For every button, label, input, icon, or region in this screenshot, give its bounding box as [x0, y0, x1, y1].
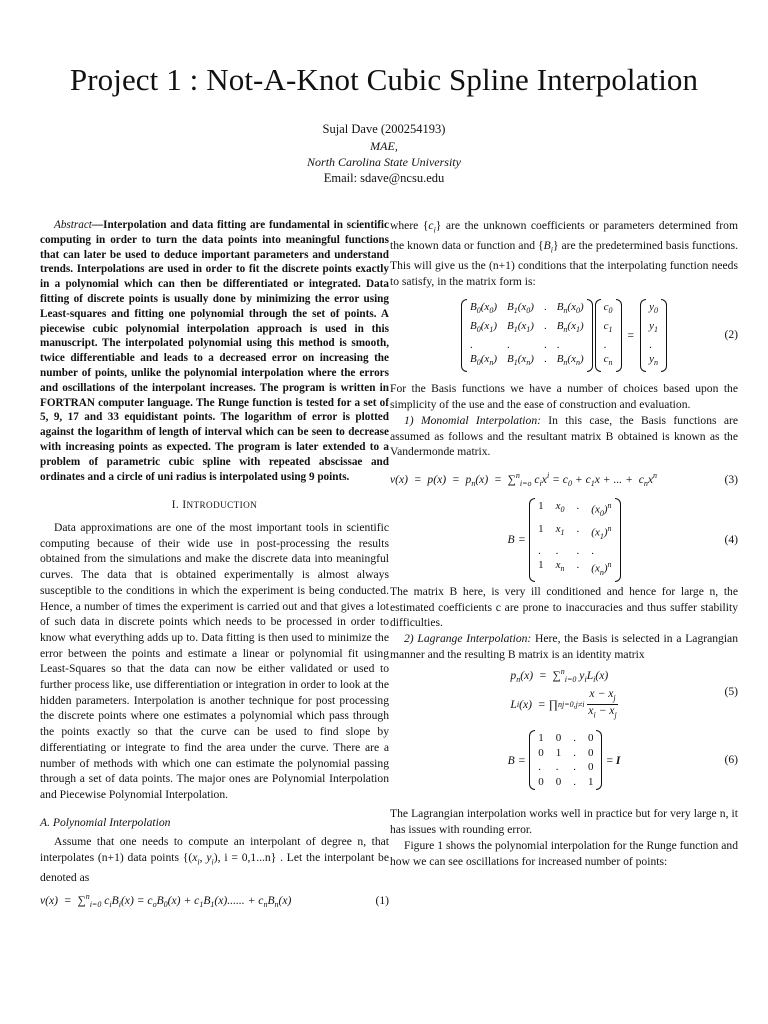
left-column — [40, 218, 389, 910]
equation-2-number: (2) — [724, 328, 738, 342]
author-name: Sujal Dave (200254193) — [322, 122, 446, 136]
section-heading-introduction: I. INTRODUCTION — [171, 499, 258, 512]
equation-3: $v(x) = p(x) = p_n(x) = \sum^n_{i=o}$ $c_ix^i = c_0 + c_1x$ + ... + $c_nx^n$ (3) — [390, 471, 738, 489]
equation-4: B = 1 $x_0$ . $(x_0)^n$ 1 $x_1$ . $(x_1)^n$ . . . . 1 $x_n$ . $(x_n)^n$ (4) — [390, 504, 738, 576]
equation-1: v(x) = ∑$^n_{i=0}$ $c_iB_i(x) = c_oB_0(x) + c_1B_1(x)$...... + $c_nB_n(x)$ (1) — [40, 891, 389, 910]
ill-conditioned-paragraph: The matrix B here, is very ill conditioned and hence for large n, the estimated coefficients c are prone to inaccuracies and thus suffer stability difficulties. — [390, 584, 738, 630]
equation-2: $B_0(x_0)$ $B_1(x_0)$ . $B_n(x_0)$ $B_0(x_1)$ $B_1(x_1)$ . $B_n(x_1)$ . . . . $B_0(x_n)$ $B_1(x_n)$ . $B_n(x_n)$ $c_0$ $c_1$ . $c_n$ = $y_0$ $y_1$ . $y_n$ (2) — [390, 295, 738, 375]
vandermonde-matrix: 1 $x_0$ . $(x_0)^n$ 1 $x_1$ . $(x_1)^n$ . . . . 1 $x_n$ . $(x_n)^n$ — [529, 498, 620, 582]
author-department: MAE, — [370, 139, 398, 153]
monomial-paragraph: 1) Monomial Interpolation: In this case, the Basis functions are assumed as follows and the resultant matrix B obtained is known as the Vandermonde matrix. — [390, 413, 738, 459]
author-email: Email: sdave@ncsu.edu — [323, 171, 445, 185]
basis-matrix: $B_0(x_0)$ $B_1(x_0)$ . $B_n(x_0)$ $B_0(x_1)$ $B_1(x_1)$ . $B_n(x_1)$ . . . . $B_0(x_n)$ $B_1(x_n)$ . $B_n(x_n)$ — [461, 299, 593, 372]
paper-title: Project 1 : Not-A-Knot Cubic Spline Interpolation — [69, 62, 699, 97]
author-university: North Carolina State University — [307, 155, 461, 169]
abstract-label: Abstract — [54, 219, 92, 231]
lagrange-paragraph: 2) Lagrange Interpolation: Here, the Basis is selected in a Lagrangian manner and the resulting B matrix is an identity matrix — [390, 632, 739, 661]
monomial-heading: 1) Monomial Interpolation: — [404, 413, 541, 427]
coefficient-vector: $c_0$ $c_1$ . $c_n$ — [595, 299, 622, 372]
equation-6: B = 1 0 . 0 0 1 . 0 . . . 0 0 0 . 1 = I (6) — [390, 724, 738, 796]
identity-matrix: 1 0 . 0 0 1 . 0 . . . 0 0 0 . 1 — [529, 730, 602, 790]
equation-3-number: (3) — [724, 473, 738, 487]
introduction-paragraph: Data approximations are one of the most important tools in scientific computing because of their wide use in post-processing the results obtained from the simulations and make the discrete data into meaningful curves. The data that is obtained experimentally is almost always susceptible to the conditions in which the experiment is being conducted. Hence, a number of times the experiment is carried out and that gives a lot of such data in discrete points which needs to be processed in order to know what everything adds up to. Data fitting is then used to minimize the error between the points and estimate a linear or polynomial fit using Least-Squares so that the data can now be either validated or used to further process like, use differentiation or integration in order to look at the hidden parameters. Interpolation is another technique for post processing the discrete points where one estimates a polynomial which pass through the points exactly so that the curve can be used to find slope by differentiating or integrate to find the area under the curve. There are a number of methods with which one can estimate the polynomial passing through a set of data points. The major ones are Polynomial Interpolation and Piecewise Polynomial Interpolation. — [40, 521, 389, 801]
right-column — [390, 218, 738, 869]
equation-6-number: (6) — [724, 753, 738, 767]
figure-reference-paragraph: Figure 1 shows the polynomial interpolation for the Runge function and how we can see oscillations for increased number of points: — [390, 838, 738, 868]
lagrange-heading: 2) Lagrange Interpolation: — [404, 632, 532, 646]
subsection-heading-polynomial-interpolation: A. Polynomial Interpolation — [40, 815, 171, 829]
basis-paragraph: where $\{c_i\}$ are the unknown coefficients or parameters determined from the known data or function and $\{B_i\}$ are the predetermined basis functions. This will give us the (n+1) conditions that the interpolating function needs to satisfy, in the matrix form is: — [390, 219, 739, 288]
equation-5-number: (5) — [724, 685, 738, 699]
equation-5: $p_n(x) = \sum^n_{i=0}$ $y_iL_i(x)$ L i (x) = ∏ n j=0,j≠i $x - x_j$ $x_i - x_j$ (5) — [510, 666, 738, 720]
equation-1-number: (1) — [375, 893, 389, 907]
abstract-text: —Interpolation and data fitting are fundamental in scientific computing in order to turn the data points into meaningful functions that can later be used to deduce important parameters and understand trends. Interpolations are used in order to fit the discrete points exactly in a polynomial which can then be differentiated or integrated. Data fitting of discrete points is usually done by minimizing the error using Least-squares and fitting one polynomial through the set of points. A piecewise cubic polynomial interpolation approach is used in this manuscript. The interpolated polynomial using this method is smooth, twice differentiable and leads to a decreased error on increasing the number of points, unlike the polynomial interpolation where the errors and oscillations of the interpolant increases. The program is written in FORTRAN computer language. The Runge function is tested for a set of 5, 9, 17 and 33 equidistant points. The logarithm of error is plotted against the logarithm of length of interval which can be seen to decrease with increasing points as expected. The program is later extended to a problem of parametric cubic spline with repeated abscissae and ordinates and a circle of uni radius is interpolated using 9 points. — [40, 219, 389, 483]
polynomial-interpolation-paragraph: Assume that one needs to compute an interpolant of degree n, that interpolates (n+1) data points {($x_i$, $y_i$), i = 0,1...n} . Let the interpolant be denoted as — [40, 835, 389, 885]
data-vector: $y_0$ $y_1$ . $y_n$ — [640, 299, 667, 372]
lagrange-rounding-paragraph: The Lagrangian interpolation works well in practice but for very large n, it has issues with rounding error. — [390, 807, 738, 837]
basis-choice-paragraph: For the Basis functions we have a number of choices based upon the simplicity of the use and the ease of construction and evaluation. — [390, 382, 738, 412]
equation-4-number: (4) — [724, 533, 738, 547]
abstract — [40, 218, 389, 484]
